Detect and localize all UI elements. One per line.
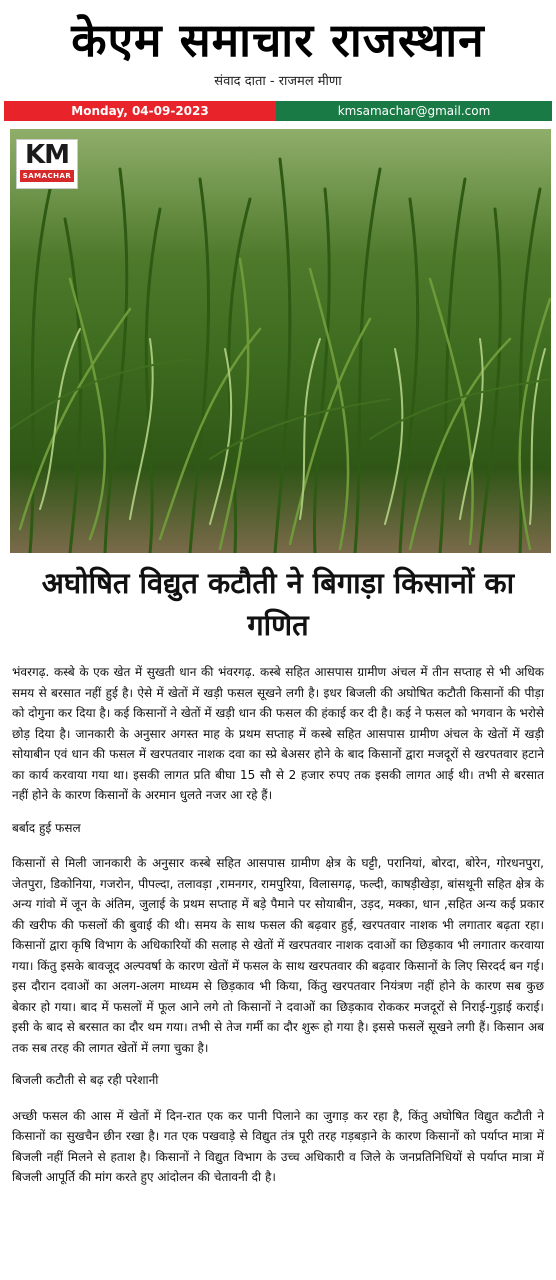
article-body	[12, 662, 544, 1188]
reporter-credit: संवाद दाता - राजमल मीणा	[214, 74, 342, 89]
contact-email: kmsamachar@gmail.com	[276, 101, 552, 121]
article-headline: अघोषित विद्युत कटौती ने बिगाड़ा किसानों का गणित	[41, 566, 515, 642]
masthead	[0, 0, 556, 92]
paragraph-1: भंवरगढ़. कस्बे के एक खेत में सुखती धान की भंवरगढ़. कस्बे सहित आसपास ग्रामीण अंचल में तीन सप्ताह से भी अधिक समय से बरसात नहीं हुई है। ऐसे में खेतों में खड़ी फसल सूखने लगी है। इधर बिजली की अघोषित कटौती किसानों की पीड़ा को दोगुना कर दिया है। कई किसानों ने खेतों में खड़ी धान की फसल की हंकाई कर दी है। कई ने फसल को भगवान के भरोसे छोड़ दिया है। जानकारी के अनुसार अगस्त माह के प्रथम सप्ताह में कस्बे सहित आसपास ग्रामीण अंचल के खेतों में खड़ी सोयाबीन एवं धान की फसल में खरपतवार नाशक दवा का स्प्रे बेअसर होने के बाद किसानों द्वारा मजदूरों से खरपतवार हटाने का कार्य करवाया गया था। इसकी लागत प्रति बीघा 15 सौ से 2 हजार रुपए तक इसकी लागत आई थी। तभी से बरसात नहीं होने के कारण किसानों के अरमान धुलते नजर आ रहे हैं।	[12, 665, 544, 802]
crop-illustration	[10, 129, 551, 553]
logo-subtext: SAMACHAR	[20, 170, 74, 182]
dateline-bar	[4, 101, 552, 121]
logo-text: KM	[24, 140, 70, 170]
subheading-2: बिजली कटौती से बढ़ रही परेशानी	[12, 1073, 159, 1087]
paragraph-3: अच्छी फसल की आस में खेतों में दिन-रात एक कर पानी पिलाने का जुगाड़ कर रहा है, किंतु अघोषित विद्युत कटौती ने किसानों का सुखचैन छीन रखा है। गत एक पखवाड़े से विद्युत तंत्र पूरी तरह गड़बड़ाने के कारण किसानों को पर्याप्त मात्रा में बिजली नहीं मिलने से हताश है। किसानों ने विद्युत विभाग के उच्च अधिकारी व जिले के जनप्रतिनिधियों से पर्याप्त मात्रा में बिजली आपूर्ति की मांग करते हुए आंदोलन की चेतावनी दी है।	[12, 1108, 544, 1184]
field-photo	[10, 129, 551, 553]
newspaper-title: केएम समाचार राजस्थान	[71, 13, 485, 67]
km-samachar-logo	[16, 139, 78, 189]
paragraph-2: किसानों से मिली जानकारी के अनुसार कस्बे सहित आसपास ग्रामीण क्षेत्र के घट्टी, परानियां, बोरदा, बोरेन, गोरधनपुरा, जेतपुरा, डिकोनिया, गजरोन, पीपल्दा, तलावड़ा ,रामनगर, रामपुरिया, विलासगढ़, फल्दी, काषड़ीखेड़ा, बांसथूनी सहित क्षेत्र के अन्य गांवो में जून के अंतिम, जुलाई के प्रथम सप्ताह में बड़े पैमाने पर सोयाबीन, उड़द, मक्का, धान ,सहित अन्य कई प्रकार की खरीफ की फसलों की बुवाई की थी। समय के साथ फसल की बढ़वार हुई, खरपतवार नाशक भी लगातार बढ़ता रहा। किसानों द्वारा कृषि विभाग के अधिकारियों की सलाह से खेतों में खरपतवार नाशक दवाओं का छिड़काव भी लगातार करवाया गया। किंतु इसके बावजूद अल्पवर्षा के कारण खेतों में फसल के साथ खरपतवार की बढ़वार किसानों के लिए सिरदर्द बन गई। इस दौरान दवाओं का अलग-अलग माध्यम से छिड़काव भी किया, किंतु खरपतवार नियंत्रण नहीं होने के कारण सब कुछ बेकार हो गया। बाद में फसलों में फूल आने लगे तो किसानों ने दवाओं का छिड़काव रोककर मजदूरों से निराई-गुड़ाई कराई। इसी के बाद से बरसात का दौर थम गया। तभी से तेज गर्मी का दौर शुरू हो गया है। इससे फसलें सूखने लगी हैं। किसान अब तक सब तरह की लागत खेतों में लगा चुका है।	[12, 856, 544, 1055]
subheading-1: बर्बाद हुई फसल	[12, 820, 81, 835]
publish-date: Monday, 04-09-2023	[4, 101, 276, 121]
